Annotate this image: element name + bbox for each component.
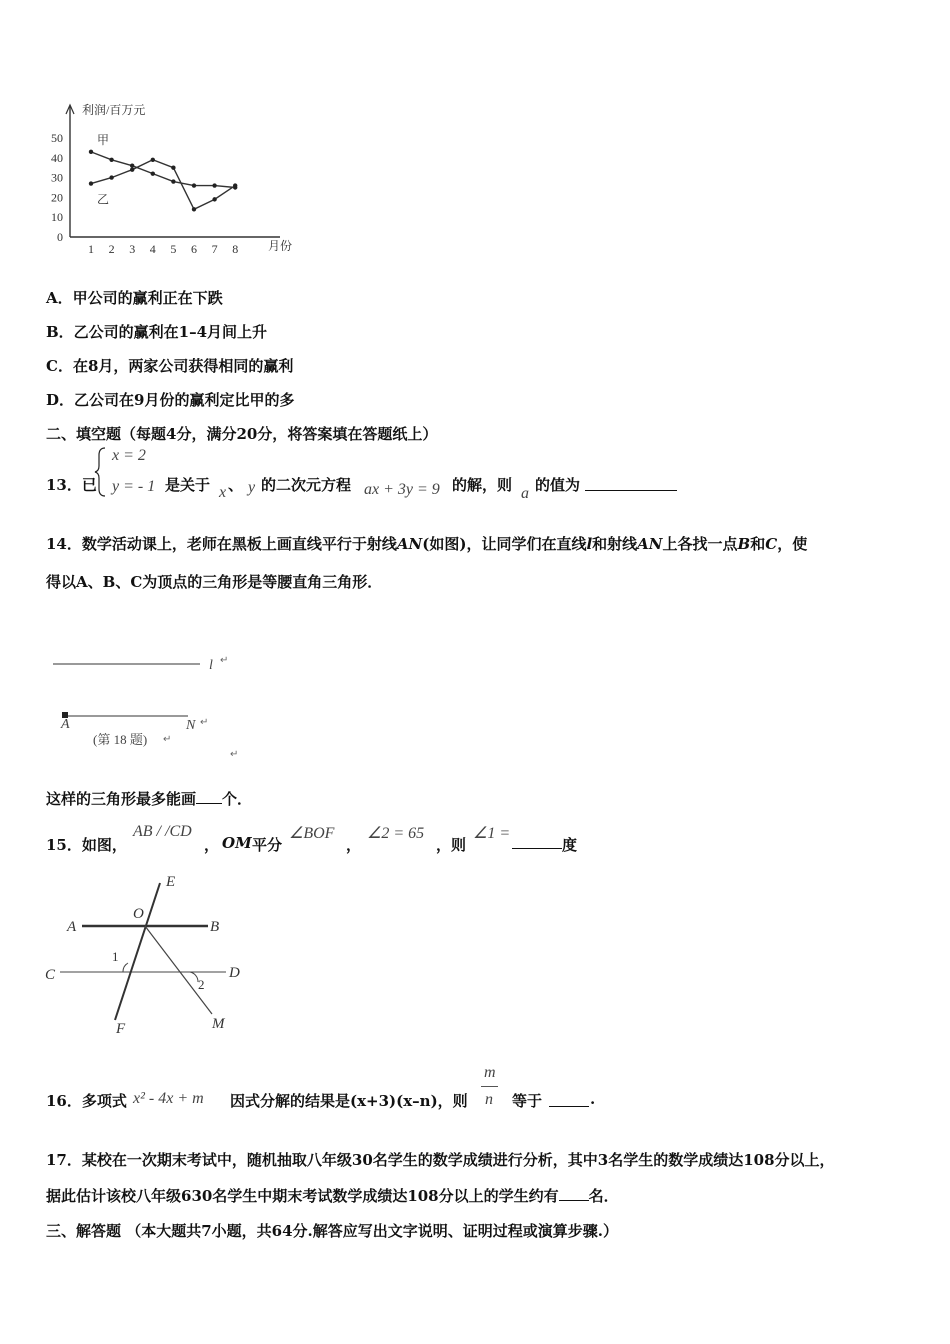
q14-line-2: 得以A、B、C为顶点的三角形是等腰直角三角形． xyxy=(46,573,383,591)
q16-fraction-bar xyxy=(481,1086,498,1087)
q16-answer-blank xyxy=(549,1092,589,1107)
q15-number: 15．如图， xyxy=(46,836,127,854)
q15-label-b: B xyxy=(210,919,220,935)
q15-label-a: A xyxy=(67,919,77,935)
q15-label-f: F xyxy=(116,1021,126,1037)
series-point xyxy=(171,179,175,183)
option-a: A．甲公司的赢利正在下跌 xyxy=(46,289,223,307)
q15-label-o: O xyxy=(133,906,144,922)
q16-number: 16．多项式 xyxy=(46,1092,127,1110)
option-c: C．在8月，两家公司获得相同的赢利 xyxy=(46,357,294,375)
q15-angle-1: ∠1 = xyxy=(473,825,511,842)
q16-denominator: n xyxy=(485,1091,493,1108)
x-tick-label: 1 xyxy=(88,242,94,256)
x-tick-label: 5 xyxy=(170,242,177,256)
series-point xyxy=(171,166,175,170)
q15-parallel: AB / /CD xyxy=(133,823,192,840)
series-label: 乙 xyxy=(97,192,110,207)
x-tick-label: 2 xyxy=(108,242,115,256)
x-tick-label: 4 xyxy=(149,242,156,256)
series-point xyxy=(192,207,196,211)
series-point xyxy=(212,183,216,187)
q15-label-m: M xyxy=(212,1016,225,1032)
q17-line-1: 17．某校在一次期末考试中，随机抽取八年级30名学生的数学成绩进行分析，其中3名学生的数学成绩达108分以上， xyxy=(46,1151,835,1169)
q15-text-1: 平分 xyxy=(252,836,283,854)
q15-comma-2: ， xyxy=(346,836,362,854)
option-d: D．乙公司在9月份的赢利定比甲的多 xyxy=(46,391,295,409)
q15-text-2: ，则 xyxy=(436,836,467,854)
svg-text:↵: ↵ xyxy=(230,749,239,760)
q15-om: OM xyxy=(222,834,252,852)
q15-figure xyxy=(40,868,260,1038)
q14-label-a: A xyxy=(61,717,70,732)
y-tick-label: 40 xyxy=(51,150,63,165)
q13-eq-1: x = 2 xyxy=(112,447,146,464)
q15-text-3: 度 xyxy=(562,836,578,854)
series-point xyxy=(233,183,237,187)
svg-text:↵: ↵ xyxy=(220,655,229,666)
q14-caption: (第 18 题) xyxy=(93,732,148,747)
q14-label-n: N xyxy=(186,718,196,733)
x-tick-label: 7 xyxy=(211,242,218,256)
q15-label-1: 1 xyxy=(112,949,119,964)
q15-label-e: E xyxy=(166,874,176,890)
svg-text:↵: ↵ xyxy=(163,734,172,745)
q16-numerator: m xyxy=(484,1064,496,1081)
q13-sep: 、 xyxy=(228,476,244,494)
option-b: B．乙公司的赢利在1–4月间上升 xyxy=(46,323,268,341)
q14-after: 这样的三角形最多能画 个． xyxy=(46,790,253,808)
q13-var-a: a xyxy=(521,485,529,502)
q13-text-4: 的值为 xyxy=(535,476,581,494)
q13-text-3: 的解，则 xyxy=(452,476,513,494)
y-tick-label: 10 xyxy=(51,210,63,225)
q13-var-x: x xyxy=(219,484,227,501)
profit-line-chart xyxy=(40,98,300,264)
q15-label-2: 2 xyxy=(198,977,205,992)
q15-angle-2: ∠2 = 65 xyxy=(367,825,425,842)
q14-figure xyxy=(48,645,248,765)
series-line-jia xyxy=(91,152,235,188)
series-point xyxy=(109,175,113,179)
series-point xyxy=(151,171,155,175)
q13-text-2: 的二次元方程 xyxy=(261,476,352,494)
x-axis-label: 月份 xyxy=(268,239,293,253)
q13-var-y: y xyxy=(248,479,256,496)
q15-label-d: D xyxy=(229,965,240,981)
q13-eq-2: y = - 1 xyxy=(112,478,156,495)
x-tick-label: 3 xyxy=(129,242,136,256)
q17-line-2: 据此估计该校八年级630名学生中期末考试数学成绩达108分以上的学生约有 名． xyxy=(46,1187,619,1205)
q14-answer-blank xyxy=(196,789,222,804)
q15-answer-blank xyxy=(512,834,562,849)
section-2-heading: 二、填空题（每题4分，满分20分，将答案填在答题纸上） xyxy=(46,425,438,443)
series-label: 甲 xyxy=(97,132,110,147)
series-point xyxy=(212,197,216,201)
q13-text-1: 是关于 xyxy=(165,476,211,494)
system-brace-icon xyxy=(94,446,108,498)
section-3-heading: 三、解答题 （本大题共7小题，共64分.解答应写出文字说明、证明过程或演算步骤.） xyxy=(46,1222,618,1240)
series-point xyxy=(109,158,113,162)
q16-text-2: 等于 xyxy=(512,1092,543,1110)
q16-text-1: 因式分解的结果是(x+3)(x–n)，则 xyxy=(230,1092,468,1110)
q17-answer-blank xyxy=(559,1186,589,1201)
y-tick-label: 50 xyxy=(51,131,63,145)
q13-number: 13．已 xyxy=(46,476,97,494)
svg-text:↵: ↵ xyxy=(200,717,209,728)
q13-equation: ax + 3y = 9 xyxy=(364,481,440,498)
series-point xyxy=(151,158,155,162)
series-point xyxy=(130,167,134,171)
q15-angle-bof: ∠BOF xyxy=(289,825,335,842)
x-tick-label: 6 xyxy=(191,242,197,256)
series-point xyxy=(192,183,196,187)
q15-label-c: C xyxy=(45,967,56,983)
q13-answer-blank xyxy=(585,476,677,491)
q16-polynomial: x² - 4x + m xyxy=(133,1090,204,1107)
series-point xyxy=(89,181,93,185)
y-tick-label: 30 xyxy=(51,170,63,185)
x-tick-label: 8 xyxy=(232,242,239,256)
q15-comma-1: ， xyxy=(204,836,220,854)
series-point xyxy=(130,164,134,168)
q14-line-1: 14．数学活动课上，老师在黑板上画直线平行于射线AN(如图)，让同学们在直线l和射线AN上各找一点B和C，使 xyxy=(46,535,808,553)
q14-label-l: l xyxy=(209,658,213,673)
q16-end: . xyxy=(590,1090,596,1108)
y-tick-label: 0 xyxy=(57,230,63,244)
y-axis-label: 利润/百万元 xyxy=(82,103,146,117)
series-point xyxy=(89,150,93,154)
y-tick-label: 20 xyxy=(51,190,63,205)
